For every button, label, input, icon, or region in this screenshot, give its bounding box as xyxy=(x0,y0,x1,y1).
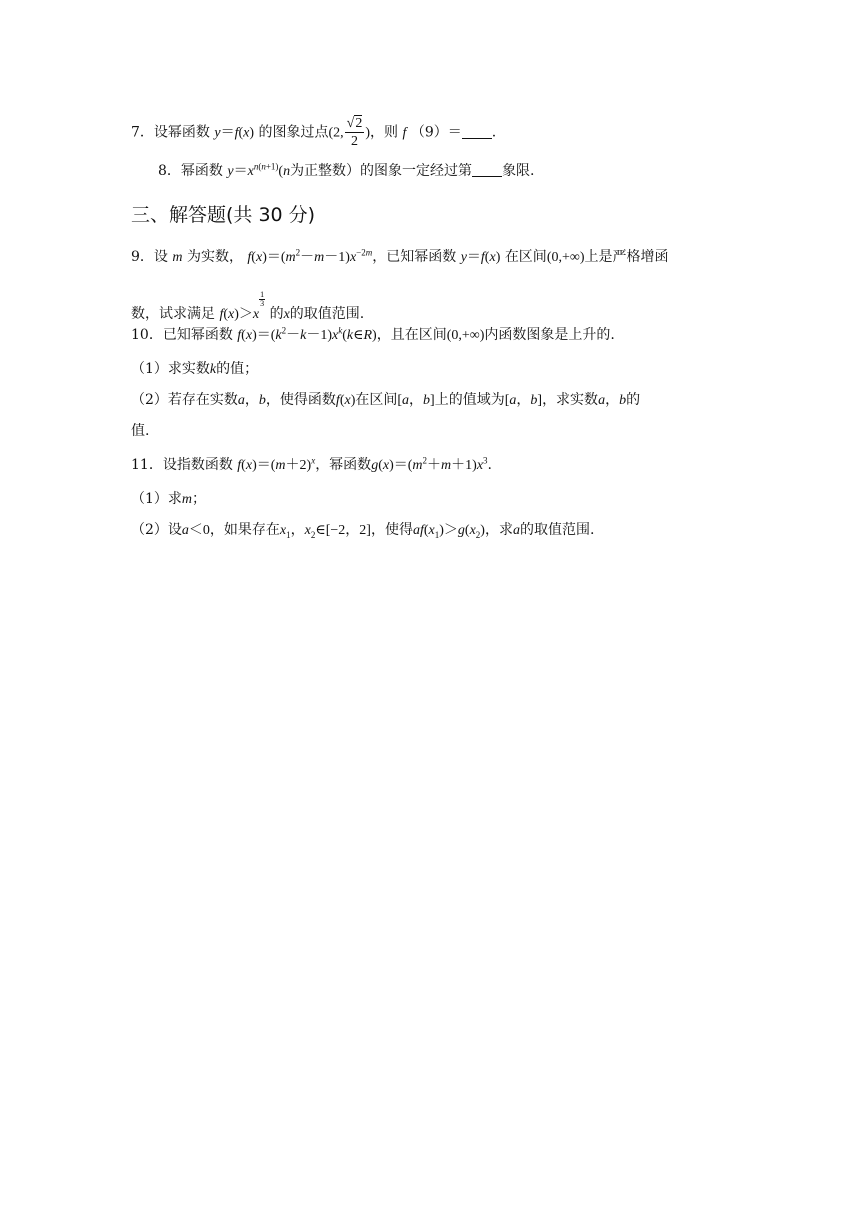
q7-arg: （9）＝ xyxy=(410,124,462,141)
q7-prefix: 7．设幂函数 xyxy=(131,124,210,141)
question-11-part-1: （1）求m； xyxy=(131,491,207,507)
question-9-line-1: 9．设 m 为实数， $f(x)=(m^2-m-1)x^{-2m}$，已知幂函数 y＝f(x) 在区间(0,+∞)上是严格增函 xyxy=(131,247,669,265)
q7-answer-blank xyxy=(462,124,492,139)
question-9-line-2: 数，试求满足 f(x)＞x $\frac{1}{3}$ 的x的取值范围. xyxy=(131,290,365,322)
q9-function: f xyxy=(247,250,252,265)
question-7: 7．设幂函数 y＝f(x) 的图象过点(2, $\frac{√2}{2}$ )，则 f （9）＝ . xyxy=(131,116,497,149)
question-11-part-2: （2）设a＜0，如果存在$x_1$，$x_2\in[-2$，2]，使得$af(x_1)>g(x_2)$，求a的取值范围. xyxy=(131,522,595,540)
q9-exponent-fraction: $\frac{1}{3}$ xyxy=(260,290,265,308)
q8-answer-blank xyxy=(472,162,502,177)
section-3-heading: 三、解答题(共 30 分) xyxy=(131,204,316,226)
q8-formula: y xyxy=(227,164,234,179)
question-10: 10．已知幂函数 $f(x)=(k^2-k-1)x^k(k\in R)$，且在区间(0,+∞)内函数图象是上升的. xyxy=(131,325,615,343)
question-11: 11．设指数函数 $f(x)=(m+2)^x$，幂函数$g(x)=(m^2+m+1)x^3$. xyxy=(131,455,492,473)
q8-prefix: 8．幂函数 xyxy=(158,163,223,179)
question-10-part-2: （2）若存在实数a，b，使得函数f(x)在区间[a，b]上的值域为[a，b]，求实数a，b的 xyxy=(131,392,641,408)
q7-point-fraction: $\frac{√2}{2}$ xyxy=(346,116,363,149)
q7-middle: 的图象过点 xyxy=(258,124,329,141)
question-8: 8．幂函数 $y=x^{n(n+1)}(n$为正整数）的图象一定经过第 象限. xyxy=(158,161,535,179)
question-10-part-2-line-2: 值. xyxy=(131,423,150,439)
question-10-part-1: （1）求实数k的值； xyxy=(131,361,259,377)
q7-formula: y xyxy=(214,125,221,141)
q7-suffix: ，则 xyxy=(370,124,399,141)
